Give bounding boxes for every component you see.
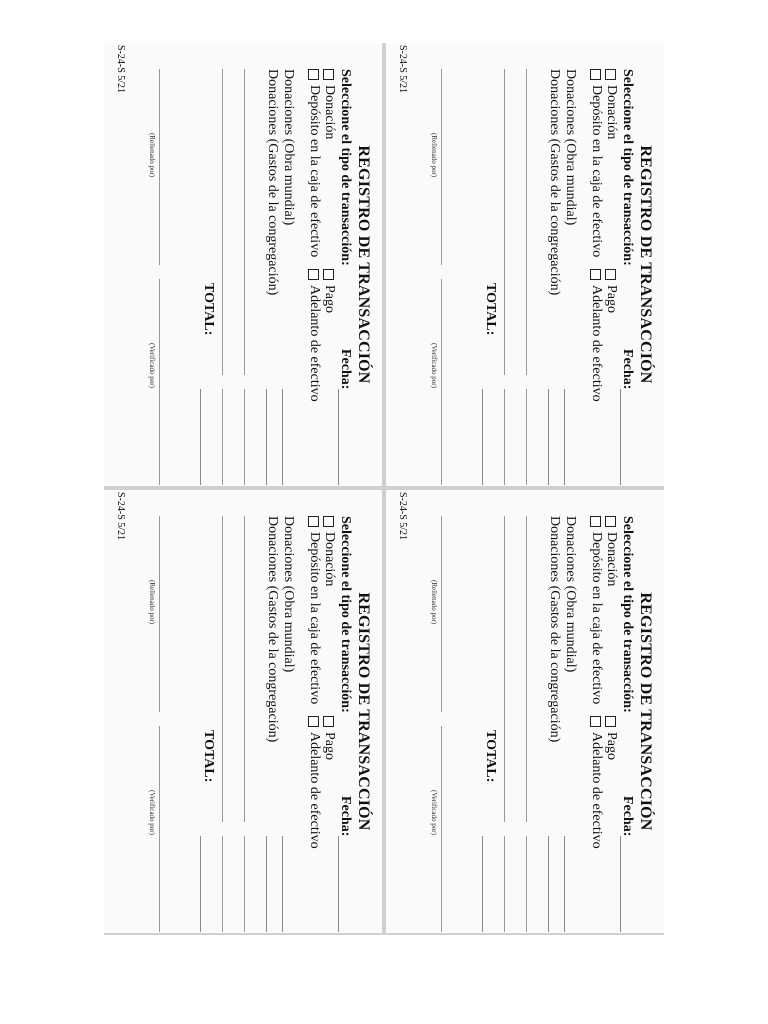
checkbox-icon[interactable] [309, 269, 320, 280]
blank-line[interactable] [222, 516, 223, 822]
date-label: Fecha: [620, 796, 635, 837]
blank-line[interactable] [504, 516, 505, 822]
amount-field-blank[interactable] [504, 836, 505, 932]
transaction-slip [104, 43, 382, 486]
filled-by-caption: (Rellenado por) [148, 580, 156, 625]
total-label: TOTAL: [201, 730, 216, 783]
form-title: REGISTRO DE TRANSACCIÓN [637, 592, 654, 831]
blank-line[interactable] [526, 516, 527, 822]
donations-world-label: Donaciones (Obra mundial) [281, 516, 296, 673]
total-field[interactable] [200, 836, 201, 932]
option-cash-advance[interactable] [306, 269, 322, 402]
option-payment[interactable] [603, 269, 619, 313]
option-donation[interactable] [603, 516, 619, 586]
transaction-form [386, 43, 664, 486]
filled-by-caption: (Rellenado por) [430, 133, 438, 178]
amount-field-blank[interactable] [244, 389, 245, 485]
donations-congregation-label: Donaciones (Gastos de la congregación) [547, 69, 562, 296]
amount-field-blank[interactable] [526, 389, 527, 485]
amount-field-blank[interactable] [222, 389, 223, 485]
form-code: S-24-S 5/21 [115, 492, 126, 541]
date-label: Fecha: [338, 796, 353, 837]
donations-congregation-label: Donaciones (Gastos de la congregación) [265, 69, 280, 296]
verified-by-caption: (Verificado por) [430, 790, 438, 835]
transaction-form [104, 43, 382, 486]
total-field[interactable] [482, 389, 483, 485]
transaction-form [104, 490, 382, 933]
transaction-form [386, 490, 664, 933]
amount-field-world[interactable] [564, 836, 565, 932]
option-label: Pago [604, 285, 619, 313]
form-title: REGISTRO DE TRANSACCIÓN [355, 145, 372, 384]
option-cash-deposit[interactable] [588, 69, 604, 257]
form-title: REGISTRO DE TRANSACCIÓN [637, 145, 654, 384]
option-payment[interactable] [321, 716, 337, 760]
option-label: Adelanto de efectivo [307, 285, 322, 402]
checkbox-icon[interactable] [591, 69, 602, 80]
amount-field-blank[interactable] [222, 836, 223, 932]
amount-field-congregation[interactable] [548, 389, 549, 485]
option-label: Adelanto de efectivo [589, 732, 604, 849]
donations-world-label: Donaciones (Obra mundial) [281, 69, 296, 226]
verified-by-caption: (Verificado por) [148, 790, 156, 835]
date-label: Fecha: [338, 349, 353, 390]
amount-field-blank[interactable] [244, 836, 245, 932]
option-label: Donación [604, 532, 619, 587]
option-payment[interactable] [321, 269, 337, 313]
blank-line[interactable] [526, 69, 527, 375]
date-field[interactable] [338, 389, 339, 485]
filled-by-line[interactable] [441, 69, 442, 265]
filled-by-caption: (Rellenado por) [430, 580, 438, 625]
option-donation[interactable] [603, 69, 619, 139]
checkbox-icon[interactable] [606, 269, 617, 280]
total-label: TOTAL: [483, 283, 498, 336]
form-title: REGISTRO DE TRANSACCIÓN [355, 592, 372, 831]
form-code: S-24-S 5/21 [397, 492, 408, 541]
checkbox-icon[interactable] [606, 516, 617, 527]
option-cash-advance[interactable] [588, 716, 604, 849]
form-sheet [104, 43, 664, 935]
transaction-slip [386, 490, 664, 933]
option-cash-deposit[interactable] [306, 69, 322, 257]
verified-by-line[interactable] [441, 279, 442, 485]
date-field[interactable] [338, 836, 339, 932]
option-cash-advance[interactable] [306, 716, 322, 849]
blank-line[interactable] [244, 69, 245, 375]
date-field[interactable] [620, 836, 621, 932]
transaction-slip [386, 43, 664, 486]
checkbox-icon[interactable] [324, 516, 335, 527]
filled-by-line[interactable] [441, 516, 442, 712]
verified-by-line[interactable] [159, 726, 160, 932]
total-field[interactable] [200, 389, 201, 485]
transaction-type-label: Seleccione el tipo de transacción: [338, 69, 353, 266]
form-code: S-24-S 5/21 [115, 45, 126, 94]
verified-by-caption: (Verificado por) [148, 343, 156, 388]
verified-by-line[interactable] [159, 279, 160, 485]
option-payment[interactable] [603, 716, 619, 760]
checkbox-icon[interactable] [309, 516, 320, 527]
verified-by-caption: (Verificado por) [430, 343, 438, 388]
option-cash-deposit[interactable] [306, 516, 322, 704]
transaction-type-label: Seleccione el tipo de transacción: [338, 516, 353, 713]
option-label: Depósito en la caja de efectivo [307, 85, 322, 258]
checkbox-icon[interactable] [606, 716, 617, 727]
total-label: TOTAL: [483, 730, 498, 783]
option-label: Donación [604, 85, 619, 140]
filled-by-line[interactable] [159, 516, 160, 712]
amount-field-world[interactable] [282, 389, 283, 485]
total-field[interactable] [482, 836, 483, 932]
donations-world-label: Donaciones (Obra mundial) [563, 516, 578, 673]
filled-by-caption: (Rellenado por) [148, 133, 156, 178]
blank-line[interactable] [504, 69, 505, 375]
amount-field-world[interactable] [564, 389, 565, 485]
option-label: Pago [322, 285, 337, 313]
transaction-slip [104, 490, 382, 933]
verified-by-line[interactable] [441, 726, 442, 932]
checkbox-icon[interactable] [309, 69, 320, 80]
option-label: Pago [604, 732, 619, 760]
donations-world-label: Donaciones (Obra mundial) [563, 69, 578, 226]
transaction-type-label: Seleccione el tipo de transacción: [620, 516, 635, 713]
checkbox-icon[interactable] [606, 69, 617, 80]
form-code: S-24-S 5/21 [397, 45, 408, 94]
option-cash-deposit[interactable] [588, 516, 604, 704]
blank-line[interactable] [244, 516, 245, 822]
transaction-type-label: Seleccione el tipo de transacción: [620, 69, 635, 266]
checkbox-icon[interactable] [309, 716, 320, 727]
option-label: Pago [322, 732, 337, 760]
filled-by-line[interactable] [159, 69, 160, 265]
amount-field-congregation[interactable] [548, 836, 549, 932]
blank-line[interactable] [222, 69, 223, 375]
amount-field-blank[interactable] [526, 836, 527, 932]
option-donation[interactable] [321, 69, 337, 139]
checkbox-icon[interactable] [591, 269, 602, 280]
donations-congregation-label: Donaciones (Gastos de la congregación) [547, 516, 562, 743]
date-label: Fecha: [620, 349, 635, 390]
donations-congregation-label: Donaciones (Gastos de la congregación) [265, 516, 280, 743]
amount-field-congregation[interactable] [266, 389, 267, 485]
option-label: Adelanto de efectivo [589, 285, 604, 402]
amount-field-world[interactable] [282, 836, 283, 932]
option-donation[interactable] [321, 516, 337, 586]
date-field[interactable] [620, 389, 621, 485]
option-cash-advance[interactable] [588, 269, 604, 402]
checkbox-icon[interactable] [591, 516, 602, 527]
checkbox-icon[interactable] [591, 716, 602, 727]
option-label: Adelanto de efectivo [307, 732, 322, 849]
option-label: Donación [322, 85, 337, 140]
option-label: Depósito en la caja de efectivo [589, 85, 604, 258]
amount-field-blank[interactable] [504, 389, 505, 485]
option-label: Depósito en la caja de efectivo [589, 532, 604, 705]
option-label: Donación [322, 532, 337, 587]
amount-field-congregation[interactable] [266, 836, 267, 932]
checkbox-icon[interactable] [324, 716, 335, 727]
checkbox-icon[interactable] [324, 69, 335, 80]
checkbox-icon[interactable] [324, 269, 335, 280]
option-label: Depósito en la caja de efectivo [307, 532, 322, 705]
total-label: TOTAL: [201, 283, 216, 336]
